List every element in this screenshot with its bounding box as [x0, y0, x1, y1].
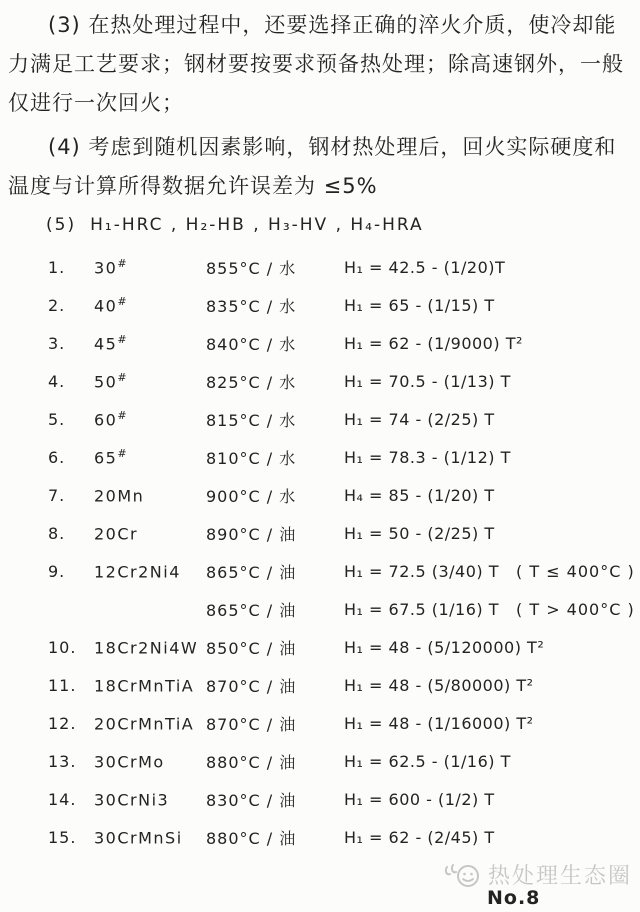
hardness-formula: H₁ = 78.3 - (1/12) T: [344, 447, 511, 467]
row-number: 5.: [48, 409, 66, 429]
steel-grade: 20Mn: [94, 486, 145, 506]
quench-temp-medium: 865°C / 油: [206, 562, 297, 582]
hardness-formula: H₁ = 70.5 - (1/13) T: [344, 371, 511, 391]
quench-temp-medium: 825°C / 水: [206, 372, 297, 392]
quench-temp-medium: 835°C / 水: [206, 296, 297, 316]
quench-temp-medium: 830°C / 油: [206, 790, 297, 810]
hardness-formula: H₁ = 42.5 - (1/20)T: [344, 257, 506, 277]
quench-temp-medium: 890°C / 油: [206, 524, 297, 544]
table-row: [8, 476, 630, 514]
watermark-text: 热处理生态圈: [487, 864, 632, 889]
steel-grade: 40#: [94, 294, 129, 316]
table-row: [8, 400, 630, 438]
table-row: [8, 742, 630, 780]
steel-grade: 30CrMnSi: [94, 828, 183, 848]
steel-grade: 20CrMnTiA: [94, 714, 195, 734]
steel-grade: 60#: [94, 408, 129, 430]
table-row: [8, 818, 630, 856]
hardness-formula: H₁ = 62.5 - (1/16) T: [344, 751, 511, 771]
quench-temp-medium: 870°C / 油: [206, 676, 297, 696]
row-number: 1.: [48, 257, 66, 277]
table-row: [8, 552, 635, 590]
quench-temp-medium: 810°C / 水: [206, 448, 297, 468]
quench-temp-medium: 815°C / 水: [206, 410, 297, 430]
steel-list: [8, 248, 635, 856]
row-number: 2.: [48, 295, 66, 315]
table-row: [8, 248, 630, 286]
quench-temp-medium: 900°C / 水: [206, 486, 297, 506]
quench-temp-medium: 880°C / 油: [206, 828, 297, 848]
smiley-chat-logo-icon: [444, 861, 482, 889]
hardness-formula: H₁ = 62 - (2/45) T: [344, 827, 495, 847]
table-row: [8, 590, 635, 628]
quench-temp-medium: 880°C / 油: [206, 752, 297, 772]
hardness-formula: H₁ = 48 - (5/120000) T²: [344, 637, 545, 657]
temp-condition: ( T > 400°C ): [516, 599, 635, 619]
table-row: [8, 324, 630, 362]
table-row: [8, 438, 630, 476]
steel-grade: 50#: [94, 370, 129, 392]
hardness-formula: H₁ = 48 - (5/80000) T²: [344, 675, 534, 695]
grade-hash-mark: #: [117, 370, 129, 384]
row-number: 11.: [48, 675, 77, 695]
hardness-formula: H₁ = 74 - (2/25) T: [344, 409, 495, 429]
row-number: 3.: [48, 333, 66, 353]
hardness-scale-legend: [8, 215, 630, 235]
page-number: No.8: [487, 887, 541, 909]
row-number: 7.: [48, 485, 66, 505]
quench-temp-medium: 850°C / 油: [206, 638, 297, 658]
steel-grade: 65#: [94, 446, 129, 468]
row-number: 14.: [48, 789, 77, 809]
paragraph-3: (3) 在热处理过程中，还要选择正确的淬火介质，使冷却能力满足工艺要求；钢材要按要求预备热处理；除高速钢外，一般仅进行一次回火；: [8, 13, 624, 115]
table-row: [8, 286, 630, 324]
row-number: 9.: [48, 561, 66, 581]
hardness-formula: H₁ = 65 - (1/15) T: [344, 295, 495, 315]
grade-hash-mark: #: [117, 408, 129, 422]
table-row: [8, 362, 630, 400]
steel-grade: 45#: [94, 332, 129, 354]
hardness-formula: H₁ = 50 - (2/25) T: [344, 523, 495, 543]
steel-grade: 30CrMo: [94, 752, 165, 772]
quench-temp-medium: 855°C / 水: [206, 258, 297, 278]
row-number: 10.: [48, 637, 77, 657]
quench-temp-medium: 870°C / 油: [206, 714, 297, 734]
paragraph-4: (4) 考虑到随机因素影响，钢材热处理后，回火实际硬度和温度与计算所得数据允许误差为 ≤5%: [8, 135, 617, 198]
steel-grade: 20Cr: [94, 524, 139, 544]
hardness-formula: H₁ = 600 - (1/2) T: [344, 789, 495, 809]
row-number: 12.: [48, 713, 77, 733]
quench-temp-medium: 840°C / 水: [206, 334, 297, 354]
steel-grade: 18Cr2Ni4W: [94, 638, 199, 658]
hardness-formula: H₁ = 72.5 (3/40) T: [344, 561, 500, 581]
table-row: [8, 780, 630, 818]
quench-temp-medium: 865°C / 油: [206, 600, 297, 620]
grade-hash-mark: #: [117, 256, 129, 270]
temp-condition: ( T ≤ 400°C ): [516, 561, 635, 581]
hardness-formula: H₁ = 67.5 (1/16) T: [344, 599, 500, 619]
row-number: 15.: [48, 827, 77, 847]
steel-grade: 30#: [94, 256, 129, 278]
hardness-formula: H₄ = 85 - (1/20) T: [344, 485, 495, 505]
row-number: 13.: [48, 751, 77, 771]
legend-marker: (5): [46, 215, 77, 235]
steel-grade: 12Cr2Ni4: [94, 562, 181, 582]
grade-hash-mark: #: [117, 332, 129, 346]
steel-grade: 30CrNi3: [94, 790, 170, 810]
table-row: [8, 704, 630, 742]
table-row: [8, 666, 630, 704]
watermark: [444, 859, 632, 890]
grade-hash-mark: #: [117, 294, 129, 308]
hardness-formula: H₁ = 62 - (1/9000) T²: [344, 333, 523, 353]
row-number: 6.: [48, 447, 66, 467]
grade-hash-mark: #: [117, 446, 129, 460]
table-row: [8, 628, 630, 666]
hardness-formula: H₁ = 48 - (1/16000) T²: [344, 713, 534, 733]
row-number: 8.: [48, 523, 66, 543]
steel-grade: 18CrMnTiA: [94, 676, 195, 696]
row-number: 4.: [48, 371, 66, 391]
legend-text: H₁-HRC , H₂-HB , H₃-HV , H₄-HRA: [90, 215, 424, 235]
table-row: [8, 514, 630, 552]
